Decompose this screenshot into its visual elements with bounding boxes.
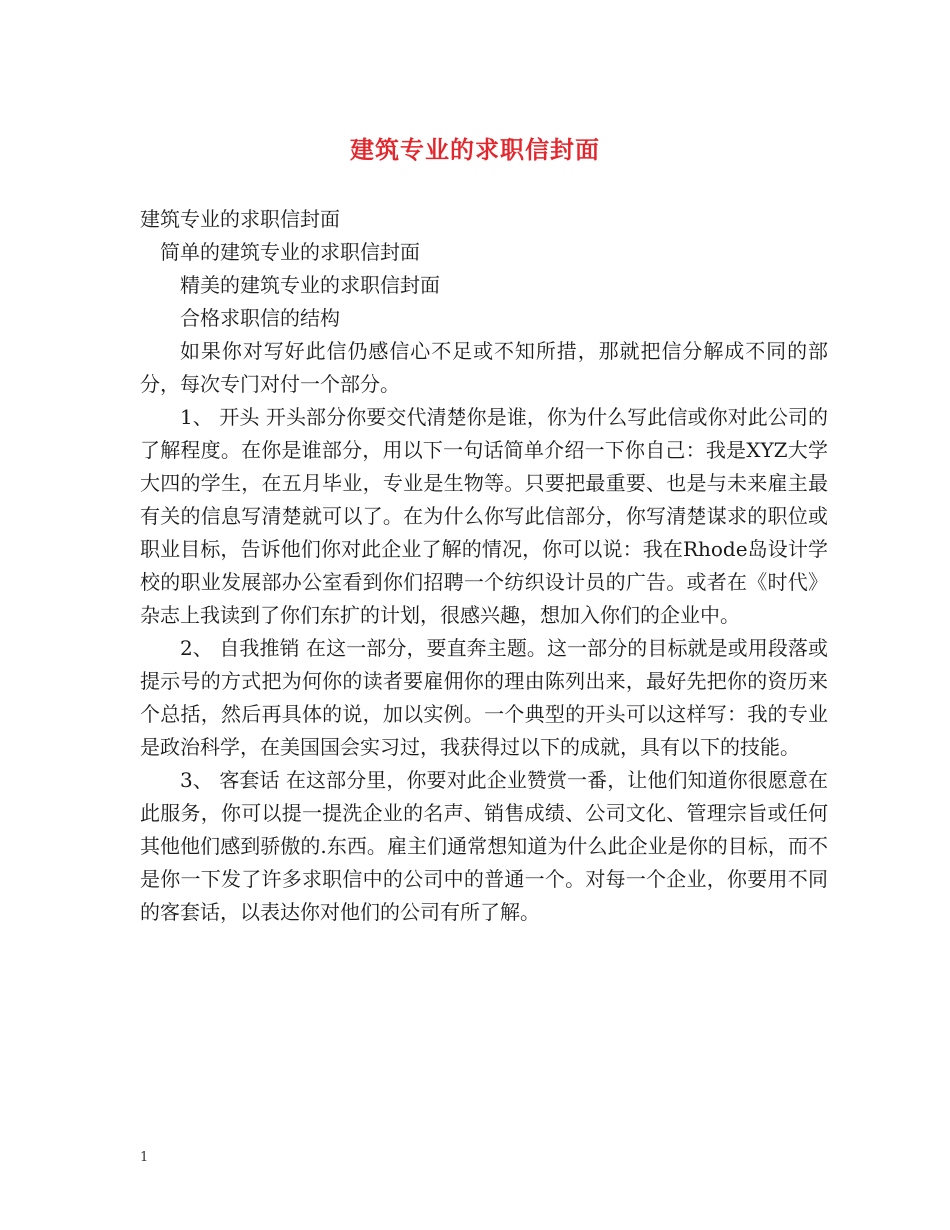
paragraph-self-promotion: 2、 自我推销 在这一部分，要直奔主题。这一部分的目标就是或用段落或提示号的方式把为何你的读者要雇佣你的理由陈列出来，最好先把你的资历来个总括，然后再具体的说，加以实例。一个典型的开头可以这样写：我的专业是政治科学，在美国国会实习过，我获得过以下的成就，具有以下的技能。 (140, 636, 828, 759)
subheading-line: 简单的建筑专业的求职信封面 (160, 240, 420, 264)
section-heading: 合格求职信的结构 (180, 306, 340, 330)
document-body (140, 203, 828, 929)
paragraph-intro: 如果你对写好此信仍感信心不足或不知所措，那就把信分解成不同的部分，每次专门对付一个部分。 (140, 339, 828, 396)
heading-line: 建筑专业的求职信封面 (140, 207, 340, 231)
paragraph-opening: 1、 开头 开头部分你要交代清楚你是谁，你为什么写此信或你对此公司的了解程度。在你是谁部分，用以下一句话简单介绍一下你自己：我是XYZ大学大四的学生，在五月毕业，专业是生物等。只要把最重要、也是与未来雇主最有关的信息写清楚就可以了。在为什么你写此信部分，你写清楚谋求的职位或职业目标，告诉他们你对此企业了解的情况，你可以说：我在Rhode岛设计学校的职业发展部办公室看到你们招聘一个纺织设计员的广告。或者在《时代》杂志上我读到了你们东扩的计划，很感兴趣，想加入你们的企业中。 (140, 405, 828, 627)
page-number: 1 (140, 1150, 149, 1165)
document-title: 建筑专业的求职信封面 (350, 135, 600, 164)
subheading-line: 精美的建筑专业的求职信封面 (180, 273, 440, 297)
paragraph-courtesy: 3、 客套话 在这部分里，你要对此企业赞赏一番，让他们知道你很愿意在此服务，你可以提一提洗企业的名声、销售成绩、公司文化、管理宗旨或任何其他他们感到骄傲的.东西。雇主们通常想知道为什么此企业是你的目标，而不是你一下发了许多求职信中的公司中的普通一个。对每一个企业，你要用不同的客套话，以表达你对他们的公司有所了解。 (140, 768, 828, 924)
